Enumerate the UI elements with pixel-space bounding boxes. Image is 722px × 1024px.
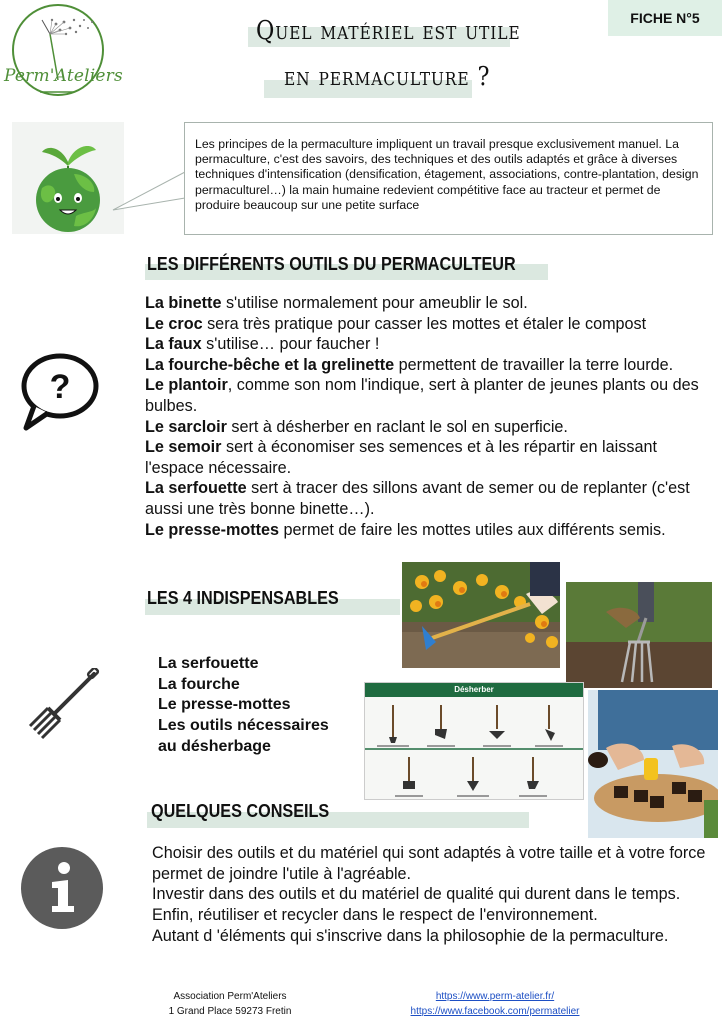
tool-desc: permettent de travailler la terre lourde. [394, 355, 674, 374]
conseil-item: Autant d 'éléments qui s'inscrive dans la philosophie de la permaculture. [152, 926, 669, 945]
tool-name: Le sarcloir [145, 417, 227, 436]
footer-assoc-address: 1 Grand Place 59273 Fretin [168, 1006, 292, 1017]
info-icon [20, 846, 104, 930]
intro-bubble [184, 122, 713, 235]
conseils-list [152, 843, 718, 947]
section-title-indispensables: LES 4 INDISPENSABLES [147, 588, 339, 608]
tool-item [145, 520, 720, 541]
mascot-illustration [12, 122, 124, 234]
tool-item [145, 437, 720, 478]
weeding-chart-header: Désherber [365, 683, 583, 697]
tool-item [145, 334, 720, 355]
section-title-tools: LES DIFFÉRENTS OUTILS DU PERMACULTEUR [147, 254, 516, 274]
page-title: Quel matériel est utile [256, 16, 521, 46]
weeding-tools-illustration [365, 697, 584, 800]
tool-item [145, 293, 720, 314]
page-title: en permaculture ? [284, 62, 491, 92]
footer-links [410, 989, 580, 1019]
tool-item [145, 478, 720, 519]
conseil-item: Investir dans des outils et du matériel de qualité qui durent dans le temps. [152, 885, 681, 904]
svg-text:?: ? [49, 368, 71, 406]
section-title-conseils: QUELQUES CONSEILS [151, 801, 330, 821]
tool-desc: sert à tracer des sillons avant de semer ou de replanter (c'est aussi une très bonne binette…). [145, 479, 690, 518]
tool-name: Le semoir [145, 438, 222, 457]
logo [0, 0, 122, 104]
tool-name: Le croc [145, 314, 203, 333]
footer-address [150, 989, 310, 1019]
photo-fork-soil [566, 582, 712, 688]
list-item: Les outils nécessaires [158, 717, 329, 735]
tool-desc: s'utilise… pour faucher ! [201, 335, 380, 354]
photo-hoe-flowers [402, 562, 560, 668]
logo-text: Perm'Ateliers [4, 66, 123, 86]
tool-name: La fourche-bêche et la grelinette [145, 355, 395, 374]
weeding-tools-chart [364, 682, 584, 800]
tool-desc: sert à économiser ses semences et à les répartir en laissant l'espace nécessaire. [145, 438, 657, 477]
tool-name: La serfouette [145, 479, 247, 498]
conseil-item: Choisir des outils et du matériel qui sont adaptés à votre taille et à votre force permet de joindre l'utile à l'agréable. [152, 844, 706, 883]
bubble-tail [112, 170, 186, 220]
tool-name: Le presse-mottes [145, 520, 280, 539]
smiling-earth-sprout-icon [12, 122, 124, 234]
intro-text: Les principes de la permaculture impliquent un travail presque exclusivement manuel. La permaculture, c'est des savoirs, des techniques et des outils adaptés et grâce à diverses techniques d'intensification (densification, étagement, associations, contre-plantation, design permaculturel…) la main humaine redevient compétitive face au tracteur et permet de produire beaucoup sur une petite surface [195, 137, 699, 212]
website-link[interactable]: https://www.perm-atelier.fr/ [435, 991, 555, 1002]
tool-desc: s'utilise normalement pour ameublir le sol. [221, 294, 528, 312]
footer-assoc-name: Association Perm'Ateliers [173, 991, 287, 1002]
facebook-link[interactable]: https://www.facebook.com/permatelier [410, 1006, 580, 1017]
speech-bubble-question-icon [18, 352, 100, 432]
tool-desc: sera très pratique pour casser les mottes et étaler le compost [202, 314, 647, 333]
indispensables-list [158, 654, 329, 758]
list-item: La fourche [158, 675, 240, 693]
conseil-item: Enfin, réutiliser et recycler dans le respect de l'environnement. [152, 906, 598, 925]
tool-name: La binette [145, 294, 222, 312]
tool-desc: permet de faire les mottes utiles aux différents semis. [279, 520, 666, 539]
tool-item [145, 314, 720, 335]
tool-item [145, 375, 720, 416]
dandelion-logo-icon [0, 0, 122, 104]
tool-desc: sert à désherber en raclant le sol en superficie. [226, 417, 568, 436]
fiche-badge: FICHE N°5 [608, 0, 722, 36]
photo-soil-blocker [588, 690, 718, 838]
list-item: au désherbage [158, 737, 271, 755]
list-item: La serfouette [158, 655, 259, 672]
tool-name: Le plantoir [145, 376, 228, 395]
tool-name: La faux [145, 335, 202, 354]
list-item: Le presse-mottes [158, 696, 291, 714]
tool-item [145, 355, 720, 376]
fork-icon [24, 668, 100, 744]
tool-item [145, 417, 720, 438]
tool-desc: , comme son nom l'indique, sert à planter de jeunes plants ou des bulbes. [145, 376, 699, 415]
tools-list [145, 293, 720, 540]
